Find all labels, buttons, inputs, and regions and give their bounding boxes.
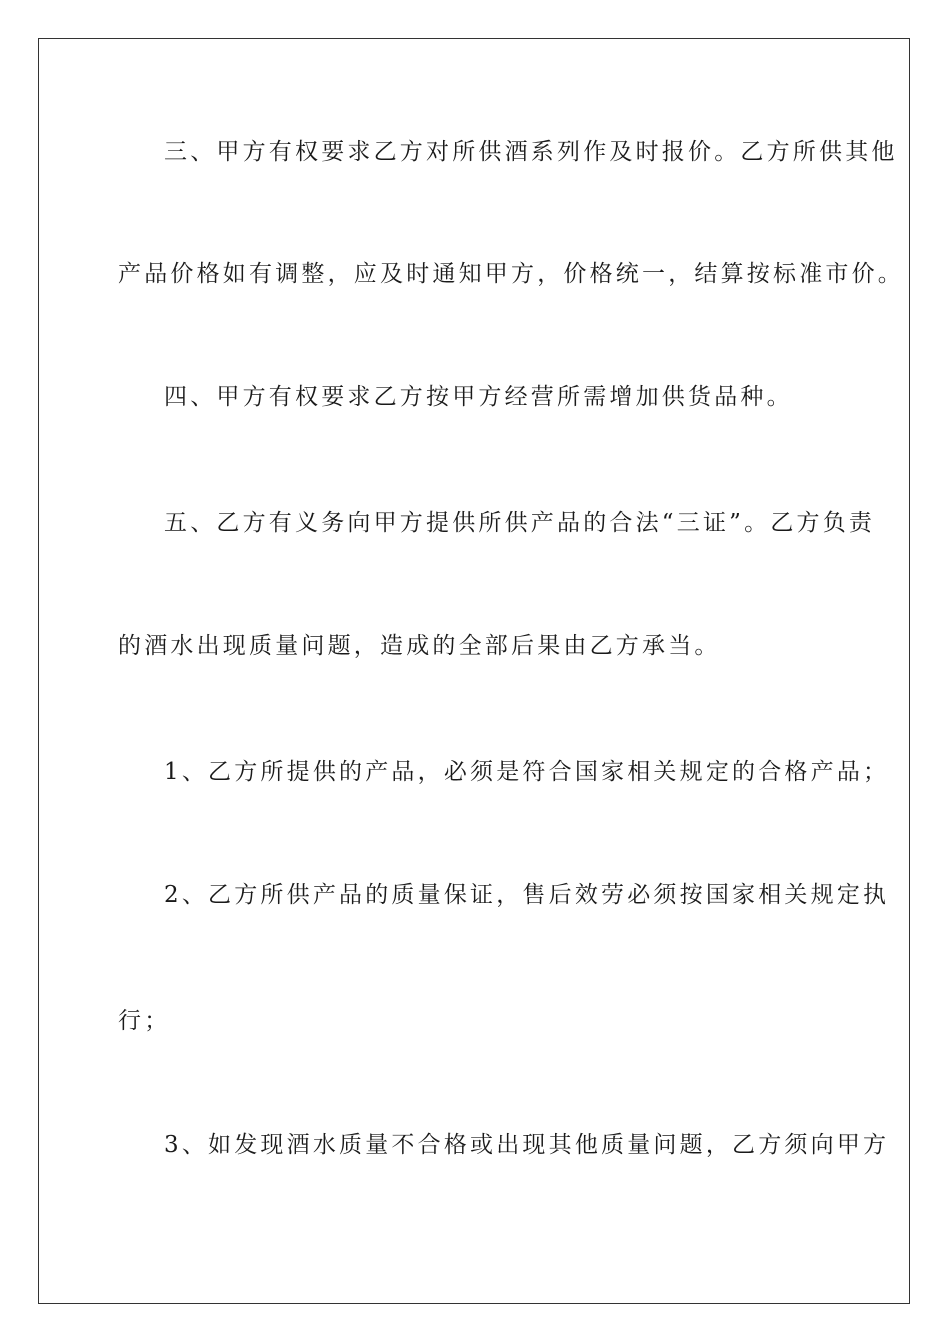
paragraph-line: 三、甲方有权要求乙方对所供酒系列作及时报价。乙方所供其他	[164, 139, 898, 165]
paragraph-line: 五、乙方有义务向甲方提供所供产品的合法“三证”。乙方负责	[164, 510, 876, 536]
paragraph-line: 3、如发现酒水质量不合格或出现其他质量问题，乙方须向甲方	[164, 1132, 890, 1158]
paragraph-line: 的酒水出现质量问题，造成的全部后果由乙方承当。	[118, 633, 721, 659]
paragraph-line: 2、乙方所供产品的质量保证，售后效劳必须按国家相关规定执	[164, 882, 890, 908]
paragraph-line: 行；	[118, 1008, 171, 1034]
paragraph-line: 四、甲方有权要求乙方按甲方经营所需增加供货品种。	[164, 384, 793, 410]
page-border	[38, 38, 910, 1304]
paragraph-line: 产品价格如有调整，应及时通知甲方，价格统一，结算按标准市价。	[118, 261, 904, 287]
paragraph-line: 1、乙方所提供的产品，必须是符合国家相关规定的合格产品；	[164, 759, 890, 785]
